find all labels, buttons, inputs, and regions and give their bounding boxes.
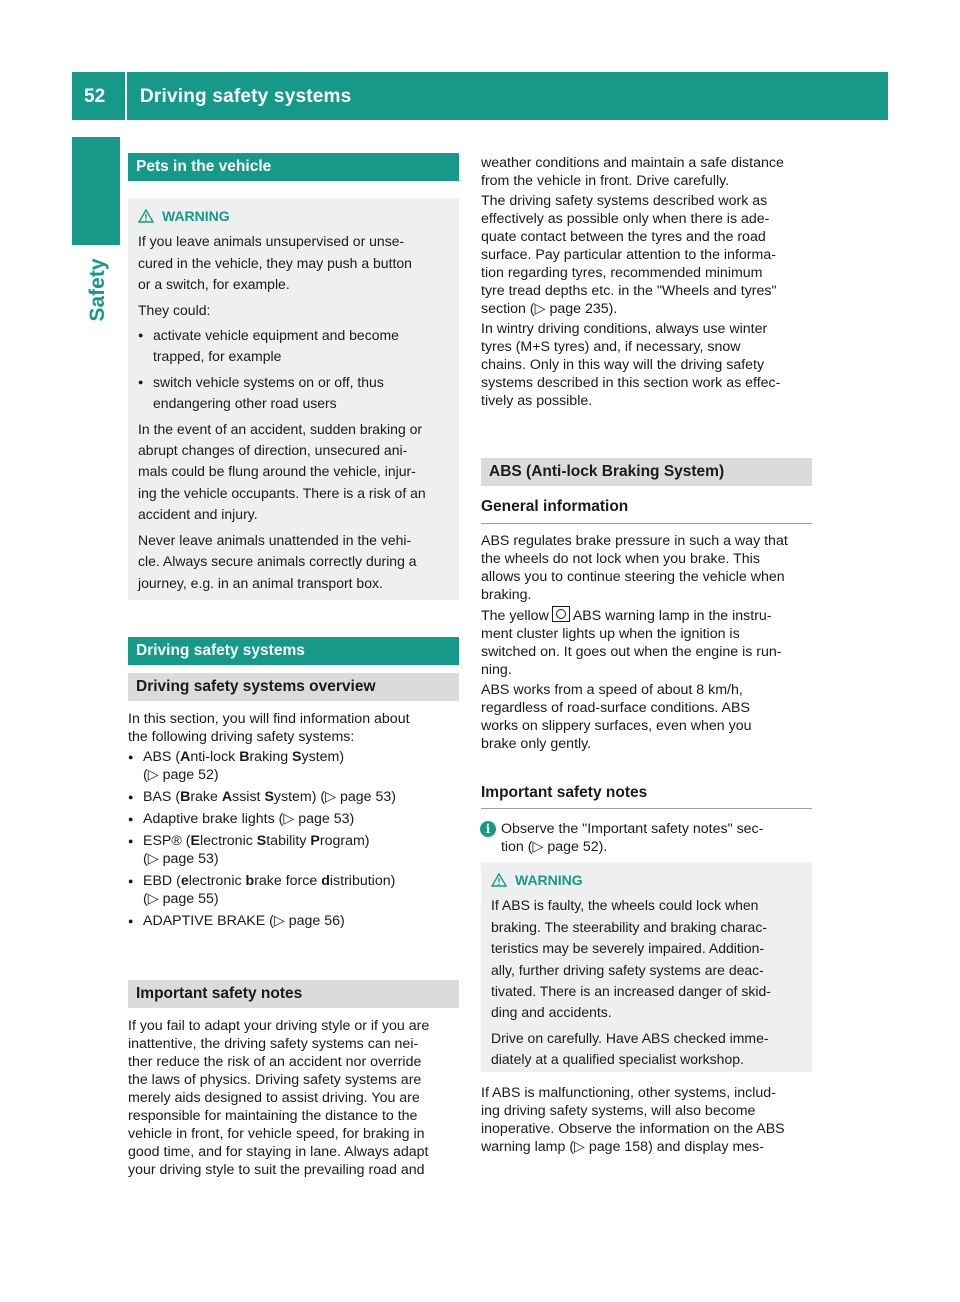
warning-title: WARNING	[491, 870, 804, 891]
page-number: 52	[84, 86, 106, 107]
general-info-heading: General information	[481, 498, 629, 515]
overview-section	[128, 710, 459, 930]
general-info-section: ABS regulates brake pressure in such a way that the wheels do not lock when you brake. This allows you to continue steering the vehicle when braking. The yellow ABS warning lamp in the instru- ment cluster lights up when the ignition is switched on. It goes out when the engine is run- ning. ABS works from a speed of about 8 km/h, regardless of road-surface conditions. ABS works on slippery surfaces, even when you brake only gently.	[481, 533, 788, 752]
list-item: ● BAS (Brake Assist System) (▷ page 53)	[128, 788, 459, 806]
list-item: ● EBD (electronic brake force distribution) (▷ page 55)	[128, 872, 459, 908]
list-item: ● ABS (Anti-lock Braking System) (▷ page 52)	[128, 748, 459, 784]
important-heading-right: Important safety notes	[481, 784, 648, 801]
warning-triangle-icon	[138, 209, 154, 223]
warning-text: Never leave animals unattended in the vehi- cle. Always secure animals correctly during a journey, e.g. in an animal transport box.	[138, 531, 417, 591]
abs-heading: ABS (Anti-lock Braking System)	[481, 458, 812, 486]
warning-box-abs: WARNING If ABS is faulty, the wheels could lock when braking. The steerability and braking charac- teristics may be severely impaired. Addition- ally, further driving safety systems are deac- tivated. There is an increased danger of skid- ding and accidents. Drive on carefully. Have ABS checked imme- diately at a qualified specialist workshop.	[481, 862, 812, 1072]
sidebar-label: Safety	[86, 258, 109, 322]
pets-heading: Pets in the vehicle	[128, 153, 459, 181]
dss-heading: Driving safety systems	[128, 637, 459, 665]
sidebar-block	[72, 137, 120, 245]
info-icon: i	[480, 821, 496, 837]
header-divider	[125, 72, 127, 120]
abs-warning-lamp-icon	[552, 606, 570, 622]
warning-title: WARNING	[138, 206, 451, 227]
list-item: ● ADAPTIVE BRAKE (▷ page 56)	[128, 912, 459, 930]
warning-text: In the event of an accident, sudden braking or abrupt changes of direction, unsecured ani- mals could be flung around the vehicle, injur- ing the vehicle occupants. There is a risk of an accident and injury.	[138, 420, 426, 523]
list-item: ● switch vehicle systems on or off, thus endangering other road users	[138, 372, 451, 415]
warning-text: If you leave animals unsupervised or unse- cured in the vehicle, they may push a button or a switch, for example.	[138, 233, 412, 293]
list-item: ● activate vehicle equipment and become trapped, for example	[138, 325, 451, 368]
heading-rule	[481, 808, 812, 809]
intro-section: weather conditions and maintain a safe distance from the vehicle in front. Drive carefully. The driving safety systems described work as effectively as possible only when there is ade- quate contact between the tyres and the road surface. Pay particular attention to the informa- tion regarding tyres, recommended minimum tyre tread depths etc. in the "Wheels and tyres" section (▷ page 235). In wintry driving conditions, always use winter tyres (M+S tyres) and, if necessary, snow chains. Only in this way will the driving safety systems described in this section work as effec- tively as possible.	[481, 155, 784, 409]
warning-box-pets	[128, 198, 459, 600]
they-could: They could:	[138, 301, 211, 318]
page-title: Driving safety systems	[140, 86, 352, 107]
important-text-left: If you fail to adapt your driving style or if you are inattentive, the driving safety systems can nei- ther reduce the risk of an accident nor override the laws of physics. Driving safety systems are merely aids designed to assist driving. You are responsible for maintaining the distance to the vehicle in front, for vehicle speed, for braking in good time, and for staying in lane. Always adapt your driving style to suit the prevailing road and	[128, 1018, 430, 1178]
list-item: ● Adaptive brake lights (▷ page 53)	[128, 810, 459, 828]
warning-triangle-icon	[491, 873, 507, 887]
malfunction-text: If ABS is malfunctioning, other systems, includ- ing driving safety systems, will also become inoperative. Observe the information on the ABS warning lamp (▷ page 158) and display mes-	[481, 1085, 785, 1155]
overview-intro: In this section, you will find information about the following driving safety systems:	[128, 711, 410, 745]
important-heading-left: Important safety notes	[128, 980, 459, 1008]
overview-heading: Driving safety systems overview	[128, 673, 459, 701]
heading-rule	[481, 523, 812, 524]
list-item: ● ESP® (Electronic Stability Program) (▷ page 53)	[128, 832, 459, 868]
info-note: i Observe the "Important safety notes" sec- tion (▷ page 52).	[481, 820, 812, 856]
